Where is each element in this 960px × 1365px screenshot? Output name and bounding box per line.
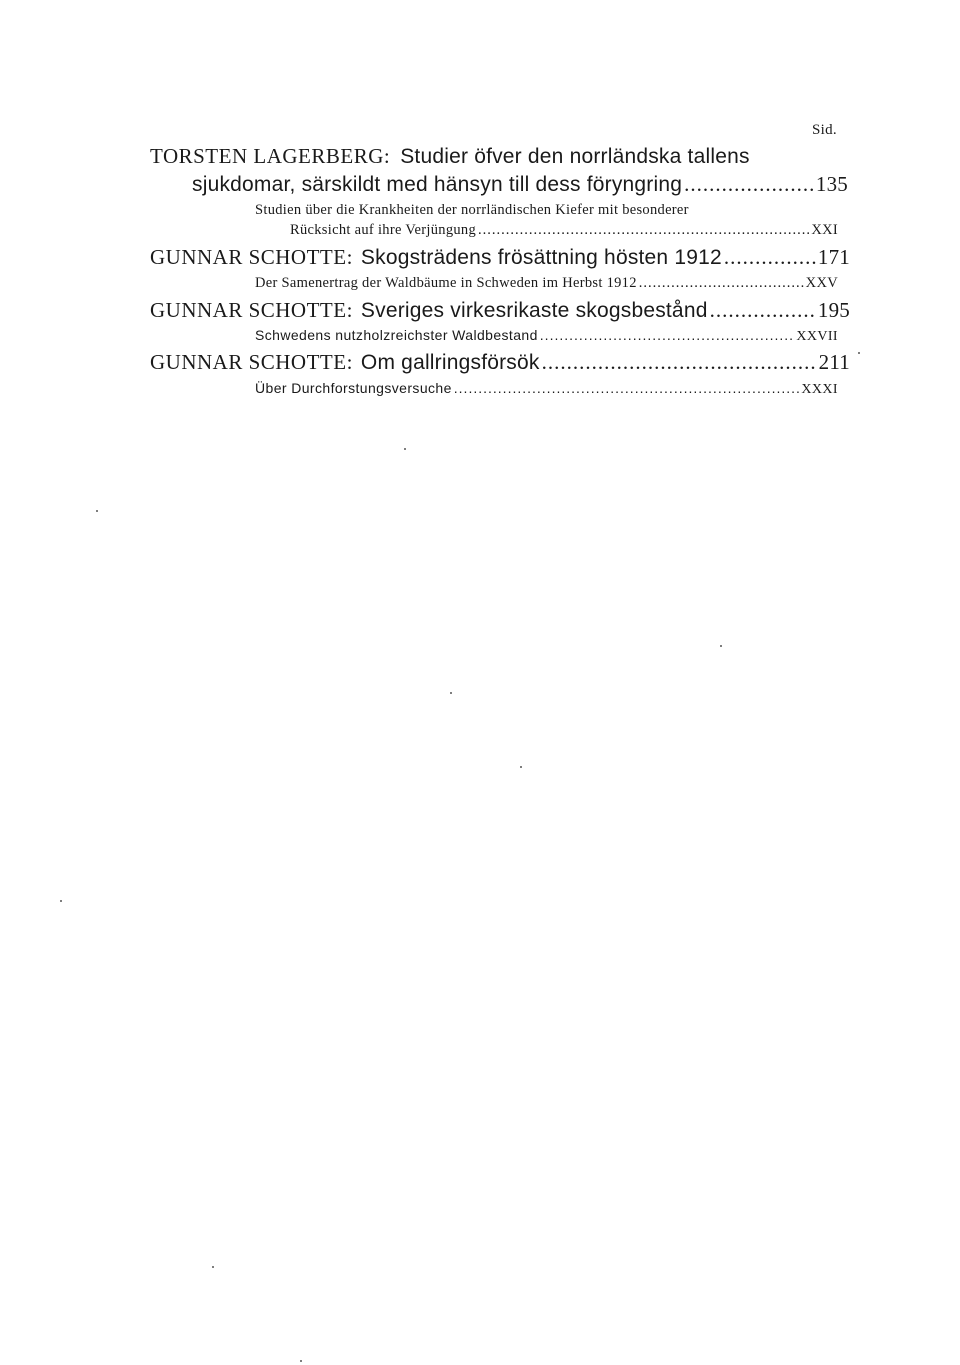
- toc-entry-2-author: GUNNAR SCHOTTE:: [150, 245, 353, 269]
- toc-entry-2-title: Skogsträdens frösättning hösten 1912: [360, 246, 722, 269]
- toc-entry-1-title-line1: Studier öfver den norrländska tallens: [400, 145, 750, 168]
- toc-entry-3-title: Sveriges virkesrikaste skogsbestånd: [360, 299, 708, 322]
- scan-speck: [300, 1360, 302, 1362]
- toc-entry-4-german-text: Über Durchforstungsversuche: [255, 380, 452, 396]
- toc-entry-1-german-line1: [255, 202, 689, 219]
- toc-entry-1-title-line2: sjukdomar, särskildt med hänsyn till dess föryngring: [192, 173, 683, 196]
- toc-entry-3-german-leader: [540, 327, 795, 343]
- toc-entry-4: [150, 350, 850, 375]
- toc-entry-2-german: [255, 275, 838, 292]
- scan-speck: [720, 645, 722, 647]
- toc-entry-1-german-page: XXI: [811, 222, 838, 238]
- toc-entry-3-german: [255, 327, 838, 345]
- toc-entry-3-leader: [710, 298, 816, 323]
- toc-entry-1-line2: [192, 172, 848, 197]
- toc-entry-4-german-page: XXXI: [801, 382, 838, 397]
- toc-entry-1-page: 135: [815, 172, 848, 196]
- toc-entry-1-author: TORSTEN LAGERBERG:: [150, 144, 391, 168]
- scan-speck: [404, 448, 406, 450]
- toc-entry-4-page: 211: [818, 350, 850, 374]
- scan-speck: [60, 900, 62, 902]
- toc-entry-3-german-page: XXVII: [796, 329, 838, 344]
- toc-entry-2: [150, 245, 850, 270]
- toc-entry-2-german-leader: [639, 275, 804, 292]
- toc-entry-4-title: Om gallringsförsök: [360, 351, 540, 374]
- toc-entry-4-leader: [542, 350, 817, 375]
- toc-entry-1-line1: [150, 144, 750, 169]
- toc-entry-1-german-line2: [290, 222, 838, 239]
- scan-speck: [858, 352, 860, 354]
- toc-entry-2-leader: [724, 245, 816, 270]
- toc-entry-3: [150, 298, 850, 323]
- toc-entry-4-german-leader: [454, 380, 800, 396]
- toc-entry-2-page: 171: [817, 245, 850, 269]
- scan-speck: [212, 1266, 214, 1268]
- toc-entry-4-german: [255, 380, 838, 398]
- page-column-header: Sid.: [812, 122, 837, 138]
- toc-entry-1-german-text2: Rücksicht auf ihre Verjüngung: [290, 222, 477, 238]
- scan-speck: [96, 510, 98, 512]
- toc-entry-1-leader: [684, 172, 814, 197]
- toc-entry-1-german-text1: Studien über die Krankheiten der norrländischen Kiefer mit besonderer: [255, 202, 689, 218]
- scan-speck: [450, 692, 452, 694]
- toc-entry-3-german-text: Schwedens nutzholzreichster Waldbestand: [255, 327, 538, 343]
- toc-entry-3-page: 195: [817, 298, 850, 322]
- scan-speck: [520, 766, 522, 768]
- toc-entry-1-german-leader: [478, 222, 809, 239]
- toc-entry-4-author: GUNNAR SCHOTTE:: [150, 350, 353, 374]
- toc-entry-2-german-page: XXV: [805, 275, 838, 291]
- toc-entry-2-german-text: Der Samenertrag der Waldbäume in Schweden im Herbst 1912: [255, 275, 637, 291]
- toc-entry-3-author: GUNNAR SCHOTTE:: [150, 298, 353, 322]
